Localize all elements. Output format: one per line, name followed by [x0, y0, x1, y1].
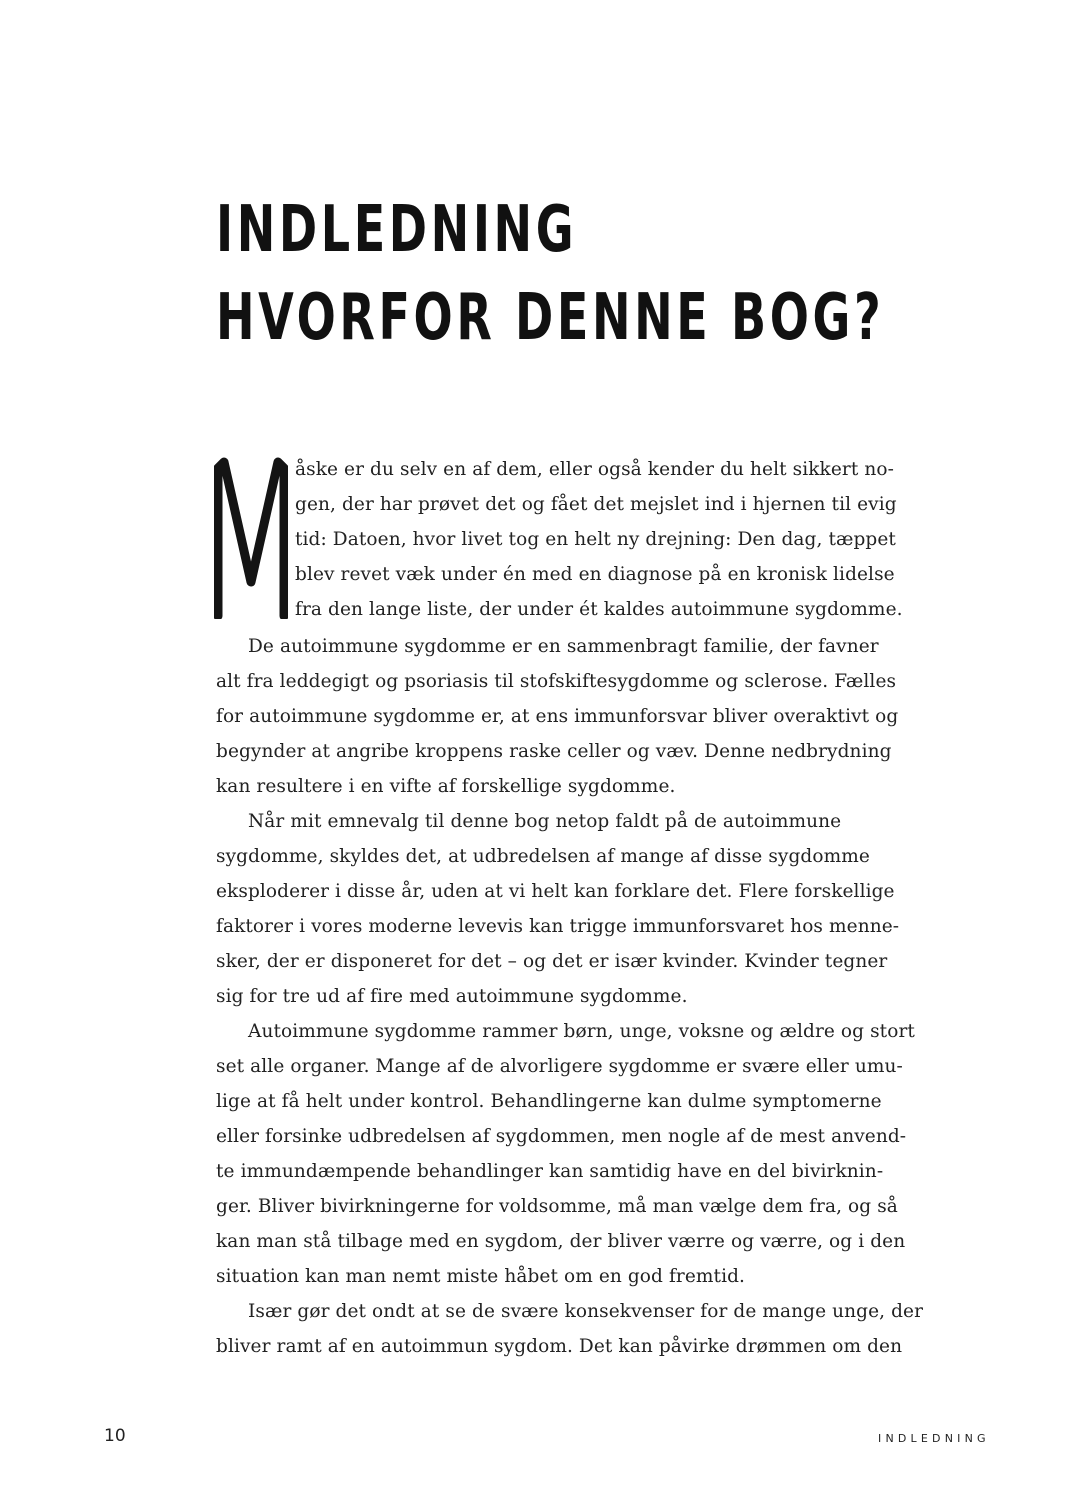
body-text-line: blev revet væk under én med en diagnose på en kronisk lidelse	[295, 564, 895, 585]
body-text-line: tid: Datoen, hvor livet tog en helt ny drejning: Den dag, tæppet	[295, 529, 896, 550]
body-text-line: ger. Bliver bivirkningerne for voldsomme, må man vælge dem fra, og så	[216, 1196, 898, 1217]
body-text-line: kan man stå tilbage med en sygdom, der bliver værre og værre, og i den	[216, 1231, 906, 1252]
body-text-line: eller forsinke udbredelsen af sygdommen, men nogle af de mest anvend-	[216, 1126, 907, 1147]
body-text-line: Når mit emnevalg til denne bog netop faldt på de autoimmune	[248, 811, 842, 832]
chapter-subtitle: HVORFOR DENNE BOG?	[216, 281, 885, 355]
body-text-line: Autoimmune sygdomme rammer børn, unge, voksne og ældre og stort	[248, 1021, 915, 1042]
body-text-line: sker, der er disponeret for det – og det er især kvinder. Kvinder tegner	[216, 951, 888, 972]
drop-cap-m	[214, 456, 288, 619]
body-text-line: sygdomme, skyldes det, at udbredelsen af mange af disse sygdomme	[216, 846, 870, 867]
page-number: 10	[104, 1426, 126, 1446]
running-title: INDLEDNING	[878, 1432, 990, 1445]
body-text-line: gen, der har prøvet det og fået det mejslet ind i hjernen til evig	[295, 494, 897, 515]
body-text-line: fra den lange liste, der under ét kaldes autoimmune sygdomme.	[295, 599, 903, 620]
body-text-line: Især gør det ondt at se de svære konsekvenser for de mange unge, der	[248, 1301, 924, 1322]
body-text-line: bliver ramt af en autoimmun sygdom. Det kan påvirke drømmen om den	[216, 1336, 903, 1357]
body-text-line: sig for tre ud af fire med autoimmune sygdomme.	[216, 986, 688, 1007]
body-text-line: eksploderer i disse år, uden at vi helt kan forklare det. Flere forskellige	[216, 881, 895, 902]
body-text-line: faktorer i vores moderne levevis kan trigge immunforsvaret hos menne-	[216, 916, 900, 937]
body-text-line: for autoimmune sygdomme er, at ens immunforsvar bliver overaktivt og	[216, 706, 899, 727]
chapter-title: INDLEDNING	[216, 193, 578, 267]
body-text-line: kan resultere i en vifte af forskellige sygdomme.	[216, 776, 676, 797]
chapter-heading	[216, 186, 884, 362]
body-text-line: situation kan man nemt miste håbet om en god fremtid.	[216, 1266, 746, 1287]
body-text-line: De autoimmune sygdomme er en sammenbragt familie, der favner	[248, 636, 879, 657]
body-text-line: begynder at angribe kroppens raske celler og væv. Denne nedbrydning	[216, 741, 892, 762]
body-text-line: alt fra leddegigt og psoriasis til stofskiftesygdomme og sclerose. Fælles	[216, 671, 897, 692]
body-text-line: åske er du selv en af dem, eller også kender du helt sikkert no-	[295, 459, 894, 480]
body-text-line: te immundæmpende behandlinger kan samtidig have en del bivirknin-	[216, 1161, 884, 1182]
body-text-line: lige at få helt under kontrol. Behandlingerne kan dulme symptomerne	[216, 1091, 882, 1112]
body-text-line: set alle organer. Mange af de alvorligere sygdomme er svære eller umu-	[216, 1056, 903, 1077]
